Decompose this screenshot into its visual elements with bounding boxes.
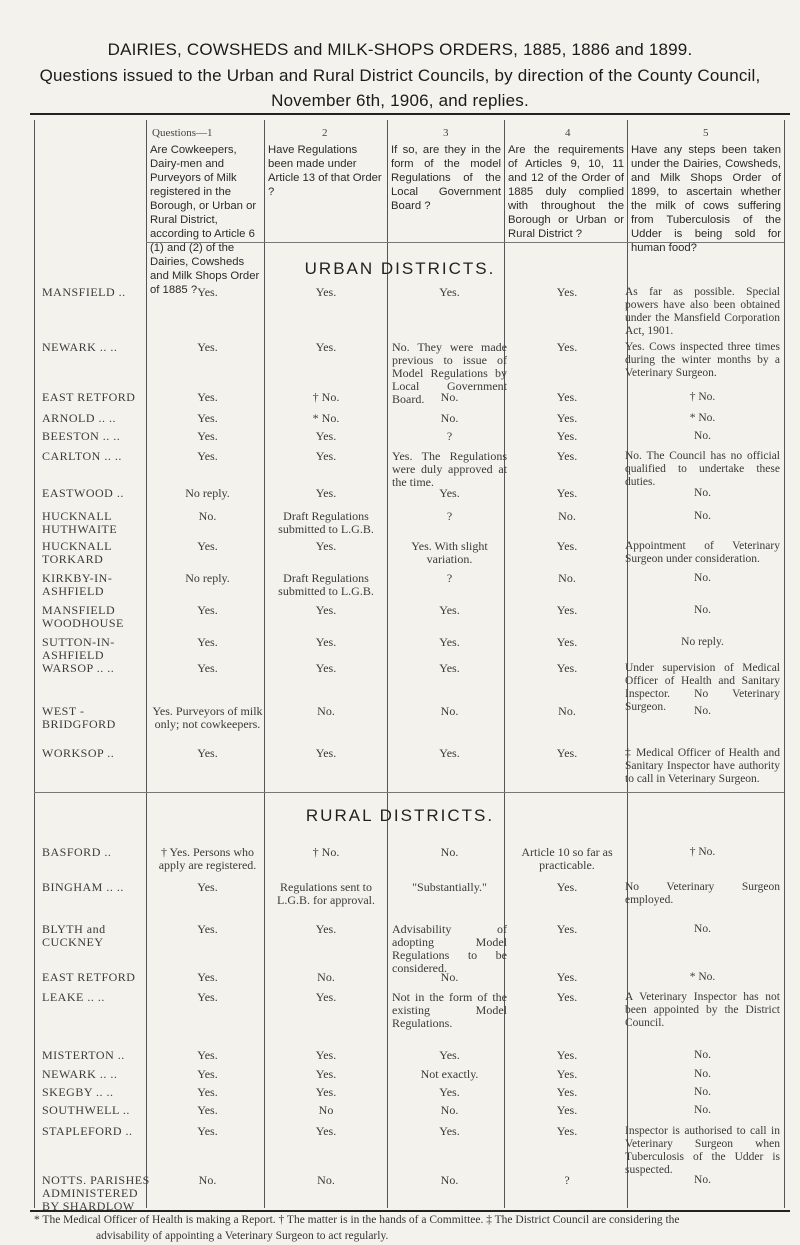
answer-q5: ‡ Medical Officer of Health and Sanitary Inspector have authority to call in Veterinary Surgeon.	[625, 747, 780, 785]
answer-q5: No.	[694, 923, 711, 935]
answer-q2: Yes.	[315, 429, 337, 443]
question-number-3: 3	[443, 127, 449, 139]
answer-q4: Yes.	[556, 486, 578, 500]
document-title: DAIRIES, COWSHEDS and MILK-SHOPS ORDERS, 1885, 1886 and 1899.	[107, 40, 693, 59]
urban-section-end	[34, 792, 784, 793]
answer-q4: Yes.	[556, 603, 578, 617]
answer-q5: No.	[694, 510, 711, 522]
answer-q3: Yes.	[439, 1048, 460, 1062]
answer-q2: Yes.	[315, 449, 337, 463]
district-name: STAPLEFORD ..	[42, 1124, 133, 1138]
answer-q3: Yes.	[439, 486, 460, 500]
district-name: SUTTON-IN- ASHFIELD	[42, 635, 115, 662]
answer-q2: * No.	[312, 411, 340, 425]
answer-q1: Yes.	[197, 970, 218, 984]
answer-q5: No.	[694, 572, 711, 584]
answer-q2: Yes.	[315, 1124, 337, 1138]
answer-q5: Yes. Cows inspected three times during the winter months by a Veterinary Surgeon.	[625, 341, 780, 379]
answer-q2: No.	[317, 970, 335, 984]
answer-q2: Yes.	[315, 1048, 337, 1062]
answer-q3: No.	[440, 1103, 459, 1117]
answer-q5: No.	[694, 1174, 711, 1186]
answer-q5: Under supervision of Medical Officer of Health and Sanitary Inspector. No Veterinary Surgeon.	[625, 662, 780, 713]
answer-q1: Yes.	[197, 1048, 218, 1062]
question-text-5: Have any steps been taken under the Dairies, Cowsheds, and Milk Shops Order of 1899, to ascertain whether the milk of cows suffering from Tuberculosis of the Udder is being sold for human food?	[631, 144, 781, 254]
district-name: EASTWOOD ..	[42, 486, 124, 500]
answer-q2: Yes.	[315, 1085, 337, 1099]
answer-q3: No.	[440, 411, 459, 425]
answer-q3: Yes.	[439, 661, 460, 675]
district-name: ARNOLD .. ..	[42, 411, 116, 425]
district-name: BINGHAM .. ..	[42, 880, 124, 894]
answer-q5: No.	[694, 1104, 711, 1116]
district-name: KIRKBY-IN- ASHFIELD	[42, 571, 113, 598]
answer-q3: No.	[440, 1173, 459, 1187]
answer-q4: No.	[558, 509, 576, 523]
answer-q5: No.	[694, 1049, 711, 1061]
answer-q3: Not in the form of the existing Model Regulations.	[392, 990, 507, 1030]
answer-q2: No	[318, 1103, 334, 1117]
answer-q5: No.	[694, 1086, 711, 1098]
answer-q5: No.	[694, 487, 711, 499]
answer-q2: Yes.	[315, 635, 337, 649]
answer-q2: † No.	[312, 845, 340, 859]
answer-q5: No. The Council has no official qualified to undertake these duties.	[625, 450, 780, 488]
answer-q2: No.	[317, 1173, 335, 1187]
question-text-3: If so, are they in the form of the model Regulations of the Local Government Board ?	[391, 144, 501, 212]
district-name: HUCKNALL HUTHWAITE	[42, 509, 118, 536]
answer-q3: No.	[440, 704, 459, 718]
answer-q4: Yes.	[556, 285, 578, 299]
answer-q1: Yes.	[197, 746, 218, 760]
answer-q3: Yes. The Regulations were duly approved at the time.	[392, 449, 507, 489]
urban-section-heading: URBAN DISTRICTS.	[304, 259, 496, 278]
document-date-line: November 6th, 1906, and replies.	[271, 91, 529, 110]
answer-q5: No.	[694, 705, 711, 717]
district-name: WEST - BRIDGFORD	[42, 704, 116, 731]
answer-q2: Draft Regulations submitted to L.G.B.	[278, 571, 374, 598]
column-divider	[387, 120, 388, 1208]
answer-q3: No. They were made previous to issue of Model Regulations by Local Government Board.	[392, 340, 507, 406]
answer-q3: No.	[440, 845, 459, 859]
answer-q1: Yes.	[197, 1085, 218, 1099]
answer-q1: Yes.	[197, 411, 218, 425]
district-name: NEWARK .. ..	[42, 340, 118, 354]
answer-q4: Yes.	[556, 449, 578, 463]
answer-q2: Yes.	[315, 340, 337, 354]
answer-q1: Yes.	[197, 1103, 218, 1117]
answer-q1: Yes.	[197, 539, 218, 553]
district-name: WARSOP .. ..	[42, 661, 115, 675]
answer-q4: Yes.	[556, 1085, 578, 1099]
answer-q4: Yes.	[556, 429, 578, 443]
district-name: MANSFIELD ..	[42, 285, 126, 299]
answer-q3: Yes.	[439, 746, 460, 760]
answer-q4: Yes.	[556, 340, 578, 354]
footnote-line-2: advisability of appointing a Veterinary Surgeon to act regularly.	[96, 1230, 389, 1242]
answer-q4: Yes.	[556, 880, 578, 894]
answer-q5: Appointment of Veterinary Surgeon under consideration.	[625, 540, 780, 565]
district-name: CARLTON .. ..	[42, 449, 122, 463]
answer-q3: ?	[446, 429, 453, 443]
answer-q3: No.	[440, 390, 459, 404]
answer-q4: Yes.	[556, 990, 578, 1004]
question-text-2: Have Regulations been made under Article 13 of that Order ?	[268, 144, 382, 198]
answer-q2: Yes.	[315, 486, 337, 500]
question-number-2: 2	[322, 127, 328, 139]
district-name: SOUTHWELL ..	[42, 1103, 130, 1117]
answer-q4: Yes.	[556, 411, 578, 425]
answer-q1: Yes.	[197, 661, 218, 675]
answer-q2: Yes.	[315, 661, 337, 675]
answer-q3: Yes.	[439, 1085, 460, 1099]
district-name: MANSFIELD WOODHOUSE	[42, 603, 124, 630]
district-name: LEAKE .. ..	[42, 990, 105, 1004]
answer-q5: * No.	[689, 971, 716, 983]
answer-q3: Yes. With slight variation.	[411, 539, 488, 566]
district-name: WORKSOP ..	[42, 746, 115, 760]
answer-q1: Yes.	[197, 1067, 218, 1081]
answer-q2: Yes.	[315, 603, 337, 617]
answer-q3: Yes.	[439, 603, 460, 617]
answer-q2: No.	[317, 704, 335, 718]
answer-q1: Yes.	[197, 429, 218, 443]
answer-q4: Yes.	[556, 922, 578, 936]
district-name: BLYTH and CUCKNEY	[42, 922, 106, 949]
district-name: EAST RETFORD	[42, 970, 136, 984]
answer-q3: ?	[446, 571, 453, 585]
district-name: MISTERTON ..	[42, 1048, 125, 1062]
answer-q3: Not exactly.	[420, 1067, 479, 1081]
table-right-border	[784, 120, 785, 1208]
answer-q1: Yes.	[197, 449, 218, 463]
question-text-1: Are Cowkeepers, Dairy-men and Purveyors of Milk registered in the Borough, or Urban or Rural District, according to Article 6 (1) and (2) of the Dairies, Cowsheds and Milk Shops Order of 1885 ?	[150, 144, 260, 296]
answer-q4: Yes.	[556, 970, 578, 984]
answer-q5: Inspector is authorised to call in Veterinary Surgeon when Tuberculosis of the Udder is suspected.	[625, 1125, 780, 1176]
answer-q1: Yes. Purveyors of milk only; not cowkeepers.	[152, 704, 263, 731]
answer-q1: No.	[198, 1173, 217, 1187]
answer-q1: Yes.	[197, 340, 218, 354]
answer-q4: ?	[564, 1173, 570, 1187]
answer-q4: Yes.	[556, 1067, 578, 1081]
district-name: HUCKNALL TORKARD	[42, 539, 112, 566]
answer-q5: No.	[694, 1068, 711, 1080]
answer-q3: Yes.	[439, 635, 460, 649]
answer-q4: Yes.	[556, 661, 578, 675]
answer-q2: Yes.	[315, 539, 337, 553]
answer-q4: Yes.	[556, 1103, 578, 1117]
answer-q1: Yes.	[197, 390, 218, 404]
answer-q4: No.	[558, 704, 576, 718]
district-name: NOTTS. PARISHES ADMINISTERED BY SHARDLOW	[42, 1173, 150, 1213]
answer-q5: No reply.	[681, 636, 724, 648]
answer-q3: No.	[440, 970, 459, 984]
answer-q1: Yes.	[197, 285, 218, 299]
answer-q2: Yes.	[315, 1067, 337, 1081]
answer-q3: Yes.	[439, 1124, 460, 1138]
answer-q1: No.	[198, 509, 217, 523]
answer-q3: ?	[446, 509, 453, 523]
district-name: EAST RETFORD	[42, 390, 136, 404]
answer-q1: Yes.	[197, 1124, 218, 1138]
district-name: SKEGBY .. ..	[42, 1085, 114, 1099]
answer-q1: Yes.	[197, 922, 218, 936]
answer-q5: * No.	[689, 412, 716, 424]
answer-q2: Regulations sent to L.G.B. for approval.	[277, 880, 375, 907]
rural-section-heading: RURAL DISTRICTS.	[305, 806, 495, 825]
answer-q4: No.	[558, 571, 576, 585]
answer-q2: Yes.	[315, 990, 337, 1004]
answer-q1: Yes.	[197, 603, 218, 617]
answer-q4: Yes.	[556, 539, 578, 553]
answer-q2: Yes.	[315, 746, 337, 760]
answer-q3: Yes.	[439, 285, 460, 299]
answer-q1: † Yes. Persons who apply are registered.	[158, 845, 257, 872]
answer-q5: No.	[694, 430, 711, 442]
answer-q4: Yes.	[556, 390, 578, 404]
answer-q2: Yes.	[315, 922, 337, 936]
question-number-4: 4	[565, 127, 571, 139]
district-name: NEWARK .. ..	[42, 1067, 118, 1081]
answer-q1: Yes.	[197, 880, 218, 894]
answer-q4: Yes.	[556, 635, 578, 649]
question-number-1: Questions—1	[152, 127, 213, 139]
document-subtitle: Questions issued to the Urban and Rural District Councils, by direction of the County Council,	[39, 66, 761, 85]
district-name: BEESTON .. ..	[42, 429, 121, 443]
answer-q4: Yes.	[556, 1048, 578, 1062]
answer-q3: Advisability of adopting Model Regulations to be considered.	[392, 922, 507, 975]
answer-q4: Yes.	[556, 746, 578, 760]
answer-q5: † No.	[689, 846, 716, 858]
answer-q1: No reply.	[185, 486, 230, 500]
answer-q1: Yes.	[197, 990, 218, 1004]
footnote	[34, 1212, 784, 1244]
top-rule	[30, 113, 790, 115]
footnote-line-1: * The Medical Officer of Health is making a Report. † The matter is in the hands of a Committee. ‡ The District Council are considering the	[34, 1214, 680, 1226]
answer-q5: A Veterinary Inspector has not been appointed by the District Council.	[625, 991, 780, 1029]
table-left-border	[34, 120, 35, 1208]
answer-q3: "Substantially."	[412, 880, 487, 894]
answer-q5: † No.	[689, 391, 716, 403]
district-name: BASFORD ..	[42, 845, 112, 859]
question-text-4: Are the requirements of Articles 9, 10, 11 and 12 of the Order of 1885 duly complied with throughout the Borough or Urban or Rural District ?	[508, 144, 624, 240]
answer-q2: † No.	[312, 390, 340, 404]
question-number-5: 5	[703, 127, 709, 139]
answer-q4: Yes.	[556, 1124, 578, 1138]
answer-q1: No reply.	[185, 571, 230, 585]
answer-q5: No.	[694, 604, 711, 616]
answer-q1: Yes.	[197, 635, 218, 649]
answer-q4: Article 10 so far as practicable.	[521, 845, 613, 872]
answer-q2: Draft Regulations submitted to L.G.B.	[278, 509, 374, 536]
answer-q5: As far as possible. Special powers have also been obtained under the Mansfield Corporation Act, 1901.	[625, 286, 780, 337]
answer-q2: Yes.	[315, 285, 337, 299]
answer-q5: No Veterinary Surgeon employed.	[625, 881, 780, 906]
